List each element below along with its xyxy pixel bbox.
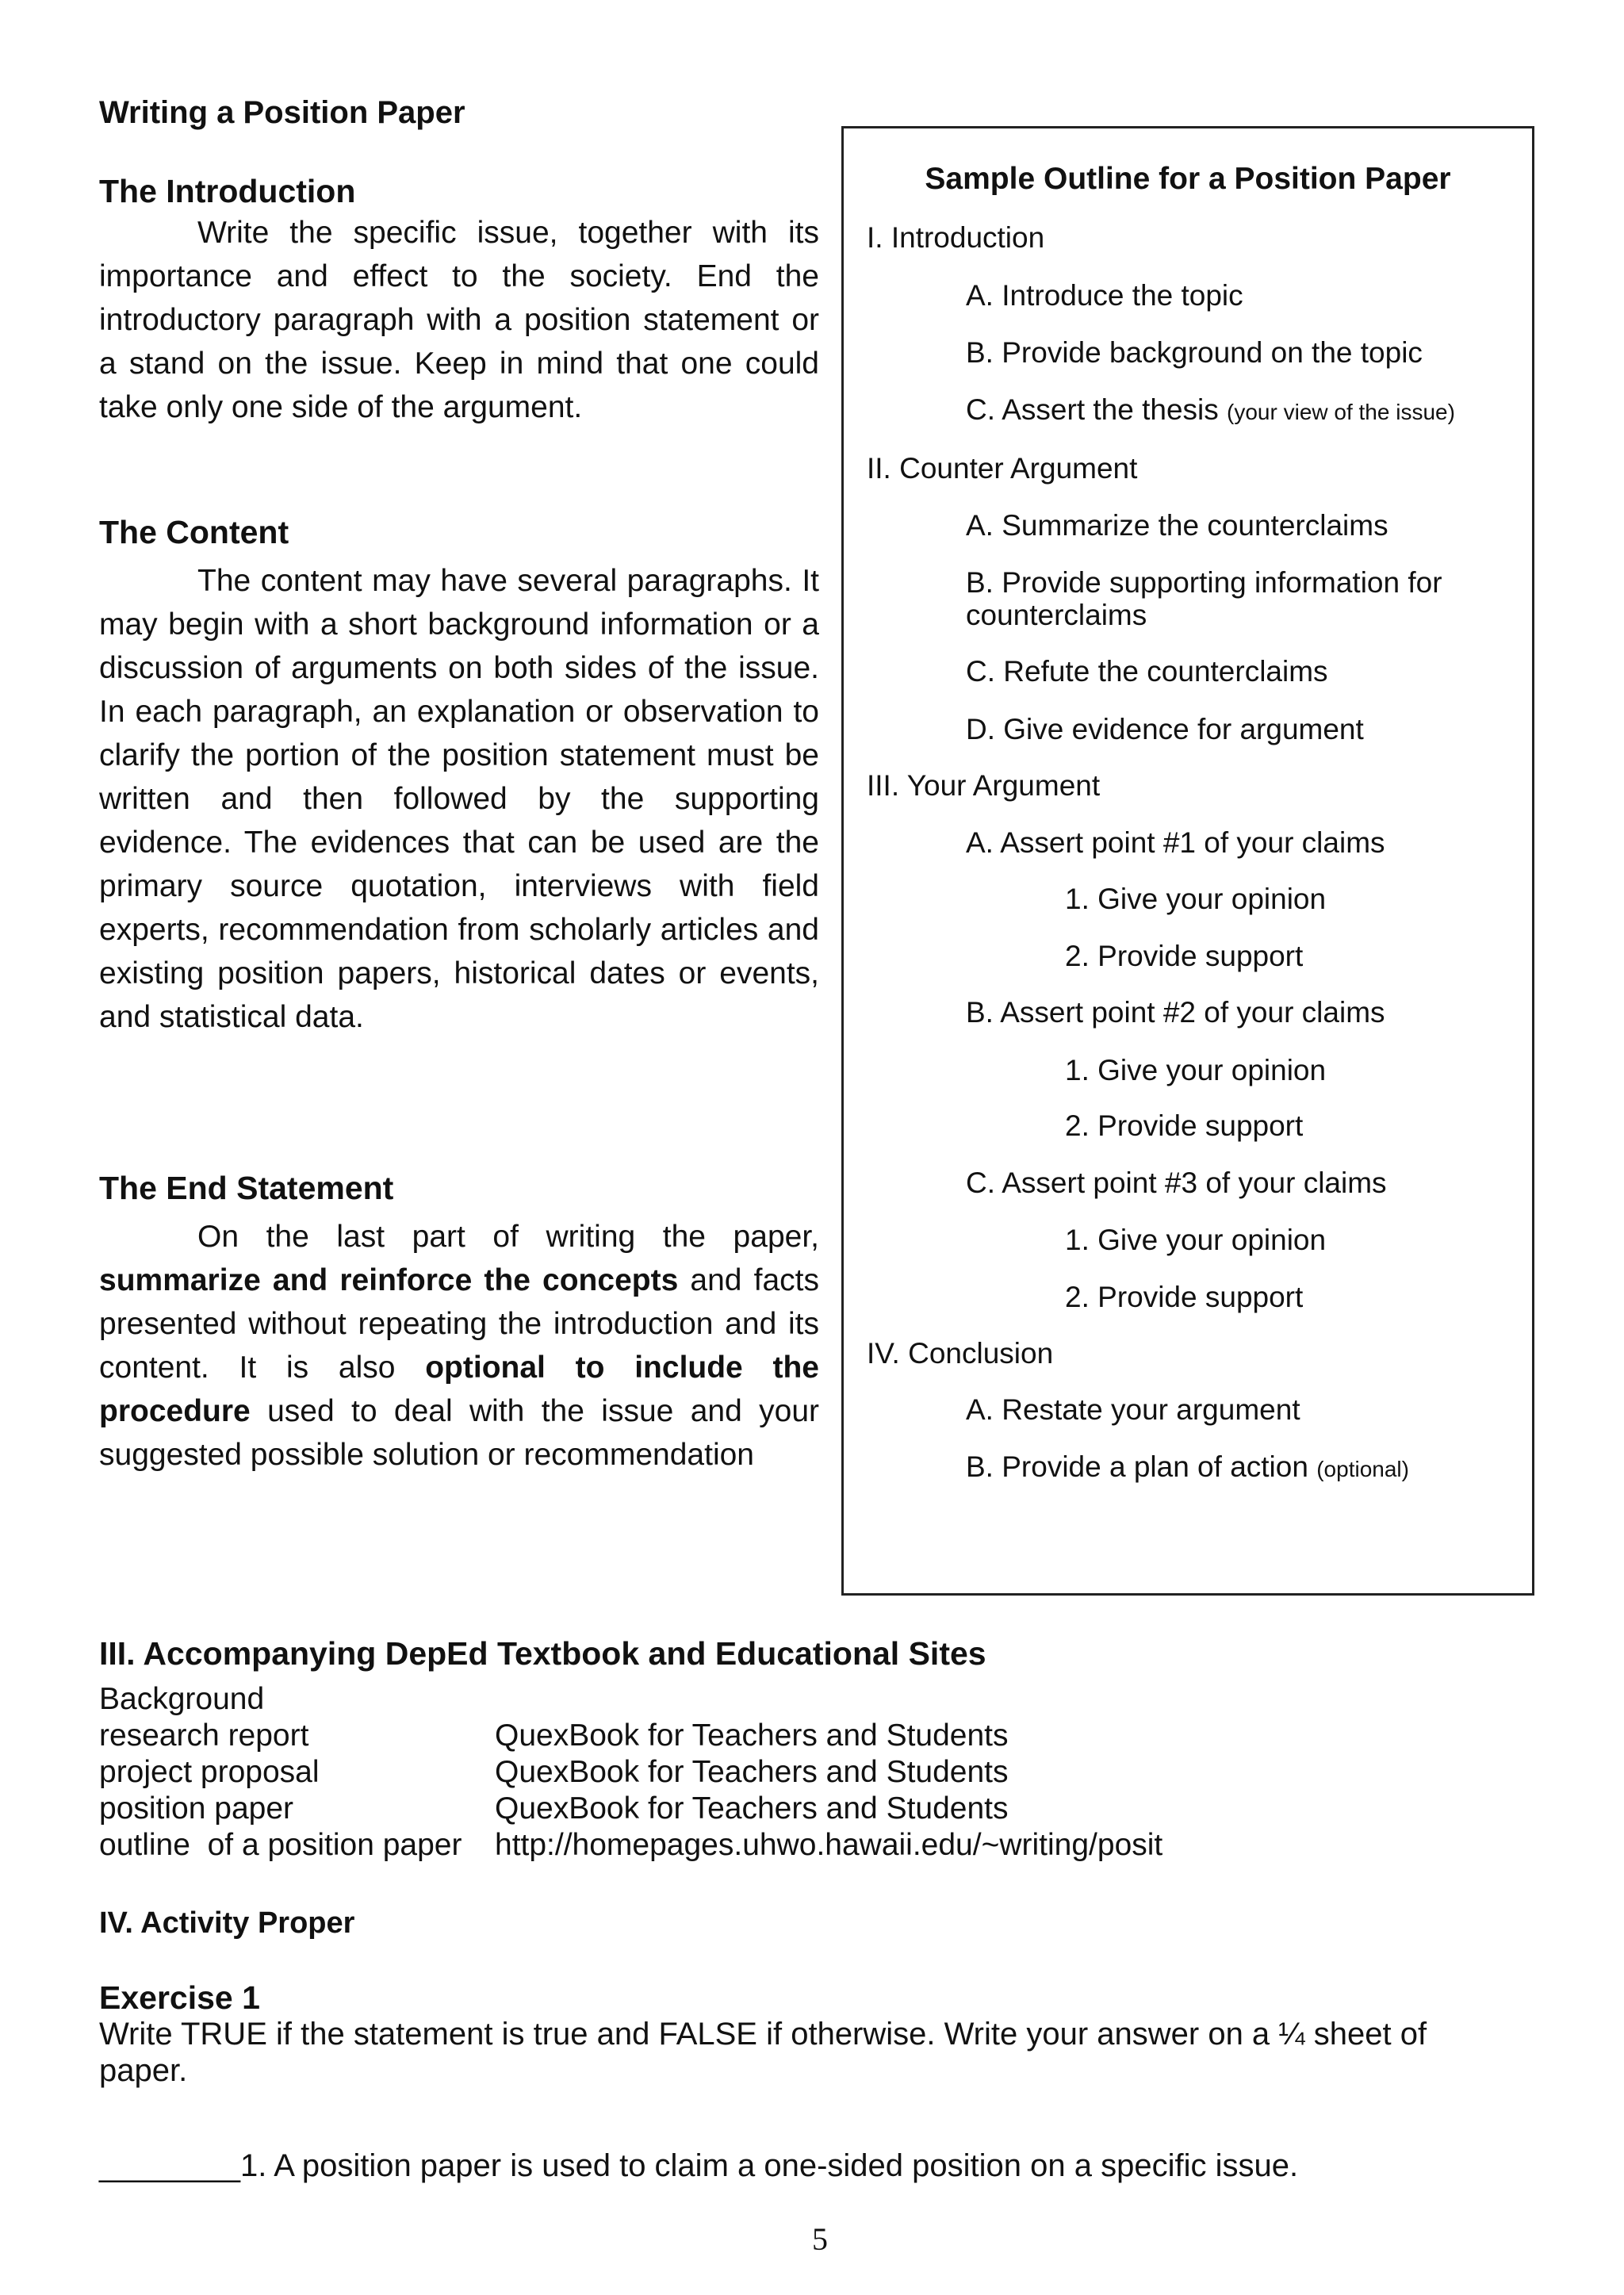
end-statement-heading: The End Statement [99,1170,394,1206]
outline-argument-c1: 1. Give your opinion [1065,1224,1327,1256]
page-title: Writing a Position Paper [99,95,465,130]
section-3-background: Background [99,1682,265,1716]
end-statement-bold-2: optional to include the procedure [99,1351,820,1428]
outline-conclusion-a: A. Restate your argument [966,1393,1300,1426]
introduction-paragraph: Write the specific issue, together with its importance and effect to the society. End the introductory paragraph with a position statement or a stand on the issue. Keep in mind that one could take only one side of the argument. [99,216,819,424]
outline-counter-c: C. Refute the counterclaims [966,655,1328,688]
end-statement-text-2: and facts presented without repeating the introduction and its content. It is also [99,1263,819,1385]
outline-argument-a1: 1. Give your opinion [1065,883,1327,915]
content-paragraph: The content may have several paragraphs. It may begin with a short background information or a discussion of arguments on both sides of the issue. In each paragraph, an explanation or observation to clarify the portion of the position statement must be written and then followed by the supporting evidence. The evidences that can be used are the primary source quotation, interviews with field experts, recommendation from scholarly articles and existing position papers, historical dates or events, and statistical data. [99,564,819,1034]
outline-your-argument: III. Your Argument [867,769,1101,802]
introduction-heading: The Introduction [99,173,356,209]
outline-conclusion-b-text: B. Provide a plan of action [966,1450,1308,1483]
end-statement-text-3: used to deal with the issue and your suggested possible solution or recommendation [99,1394,820,1472]
outline-intro-c-text: C. Assert the thesis [966,393,1219,426]
outline-intro-a: A. Introduce the topic [966,279,1243,312]
end-statement-bold-1: summarize and reinforce the concepts [99,1263,679,1297]
end-statement-text-1: On the last part of writing the paper, [197,1220,819,1254]
ref-source: QuexBook for Teachers and Students [495,1791,1009,1826]
outline-argument-b1: 1. Give your opinion [1065,1054,1327,1086]
outline-conclusion-b [966,1450,1409,1484]
ref-source: QuexBook for Teachers and Students [495,1755,1009,1789]
outline-conclusion: IV. Conclusion [867,1337,1054,1370]
outline-intro-b: B. Provide background on the topic [966,336,1423,369]
outline-intro-c-note: (your view of the issue) [1227,400,1455,424]
exercise-item-1: ________1. A position paper is used to claim a one-sided position on a specific issue. [99,2148,1299,2183]
section-3-heading: III. Accompanying DepEd Textbook and Educational Sites [99,1635,986,1672]
content-heading: The Content [99,514,289,550]
outline-argument-c: C. Assert point #3 of your claims [966,1167,1387,1199]
ref-topic: research report [99,1718,309,1753]
ref-source-link[interactable]: http://homepages.uhwo.hawaii.edu/~writing/posit [495,1828,1163,1862]
end-statement-paragraph [99,1215,819,1477]
outline-counter-d: D. Give evidence for argument [966,713,1364,745]
outline-counter-a: A. Summarize the counterclaims [966,509,1388,542]
page-number: 5 [812,2221,828,2257]
ref-topic: outline of a position paper [99,1828,462,1862]
outline-argument-a: A. Assert point #1 of your claims [966,826,1385,859]
ref-topic: project proposal [99,1755,320,1789]
outline-counter-argument: II. Counter Argument [867,452,1138,485]
outline-introduction: I. Introduction [867,221,1045,254]
outline-argument-b: B. Assert point #2 of your claims [966,996,1385,1029]
outline-argument-b2: 2. Provide support [1065,1109,1304,1142]
outline-counter-b [966,566,1442,631]
outline-intro-c [966,393,1455,427]
outline-title: Sample Outline for a Position Paper [925,162,1451,196]
outline-counter-b-line1: B. Provide supporting information for [966,566,1442,599]
exercise-instructions: Write TRUE if the statement is true and FALSE if otherwise. Write your answer on a ¼ sheet of paper. [99,2017,1427,2088]
exercise-title: Exercise 1 [99,1979,260,2016]
outline-conclusion-b-note: (optional) [1316,1457,1409,1481]
outline-argument-c2: 2. Provide support [1065,1281,1304,1313]
ref-source: QuexBook for Teachers and Students [495,1718,1009,1753]
outline-counter-b-line2: counterclaims [966,599,1147,631]
ref-topic: position paper [99,1791,294,1826]
section-4-heading: IV. Activity Proper [99,1906,355,1940]
outline-argument-a2: 2. Provide support [1065,940,1304,972]
